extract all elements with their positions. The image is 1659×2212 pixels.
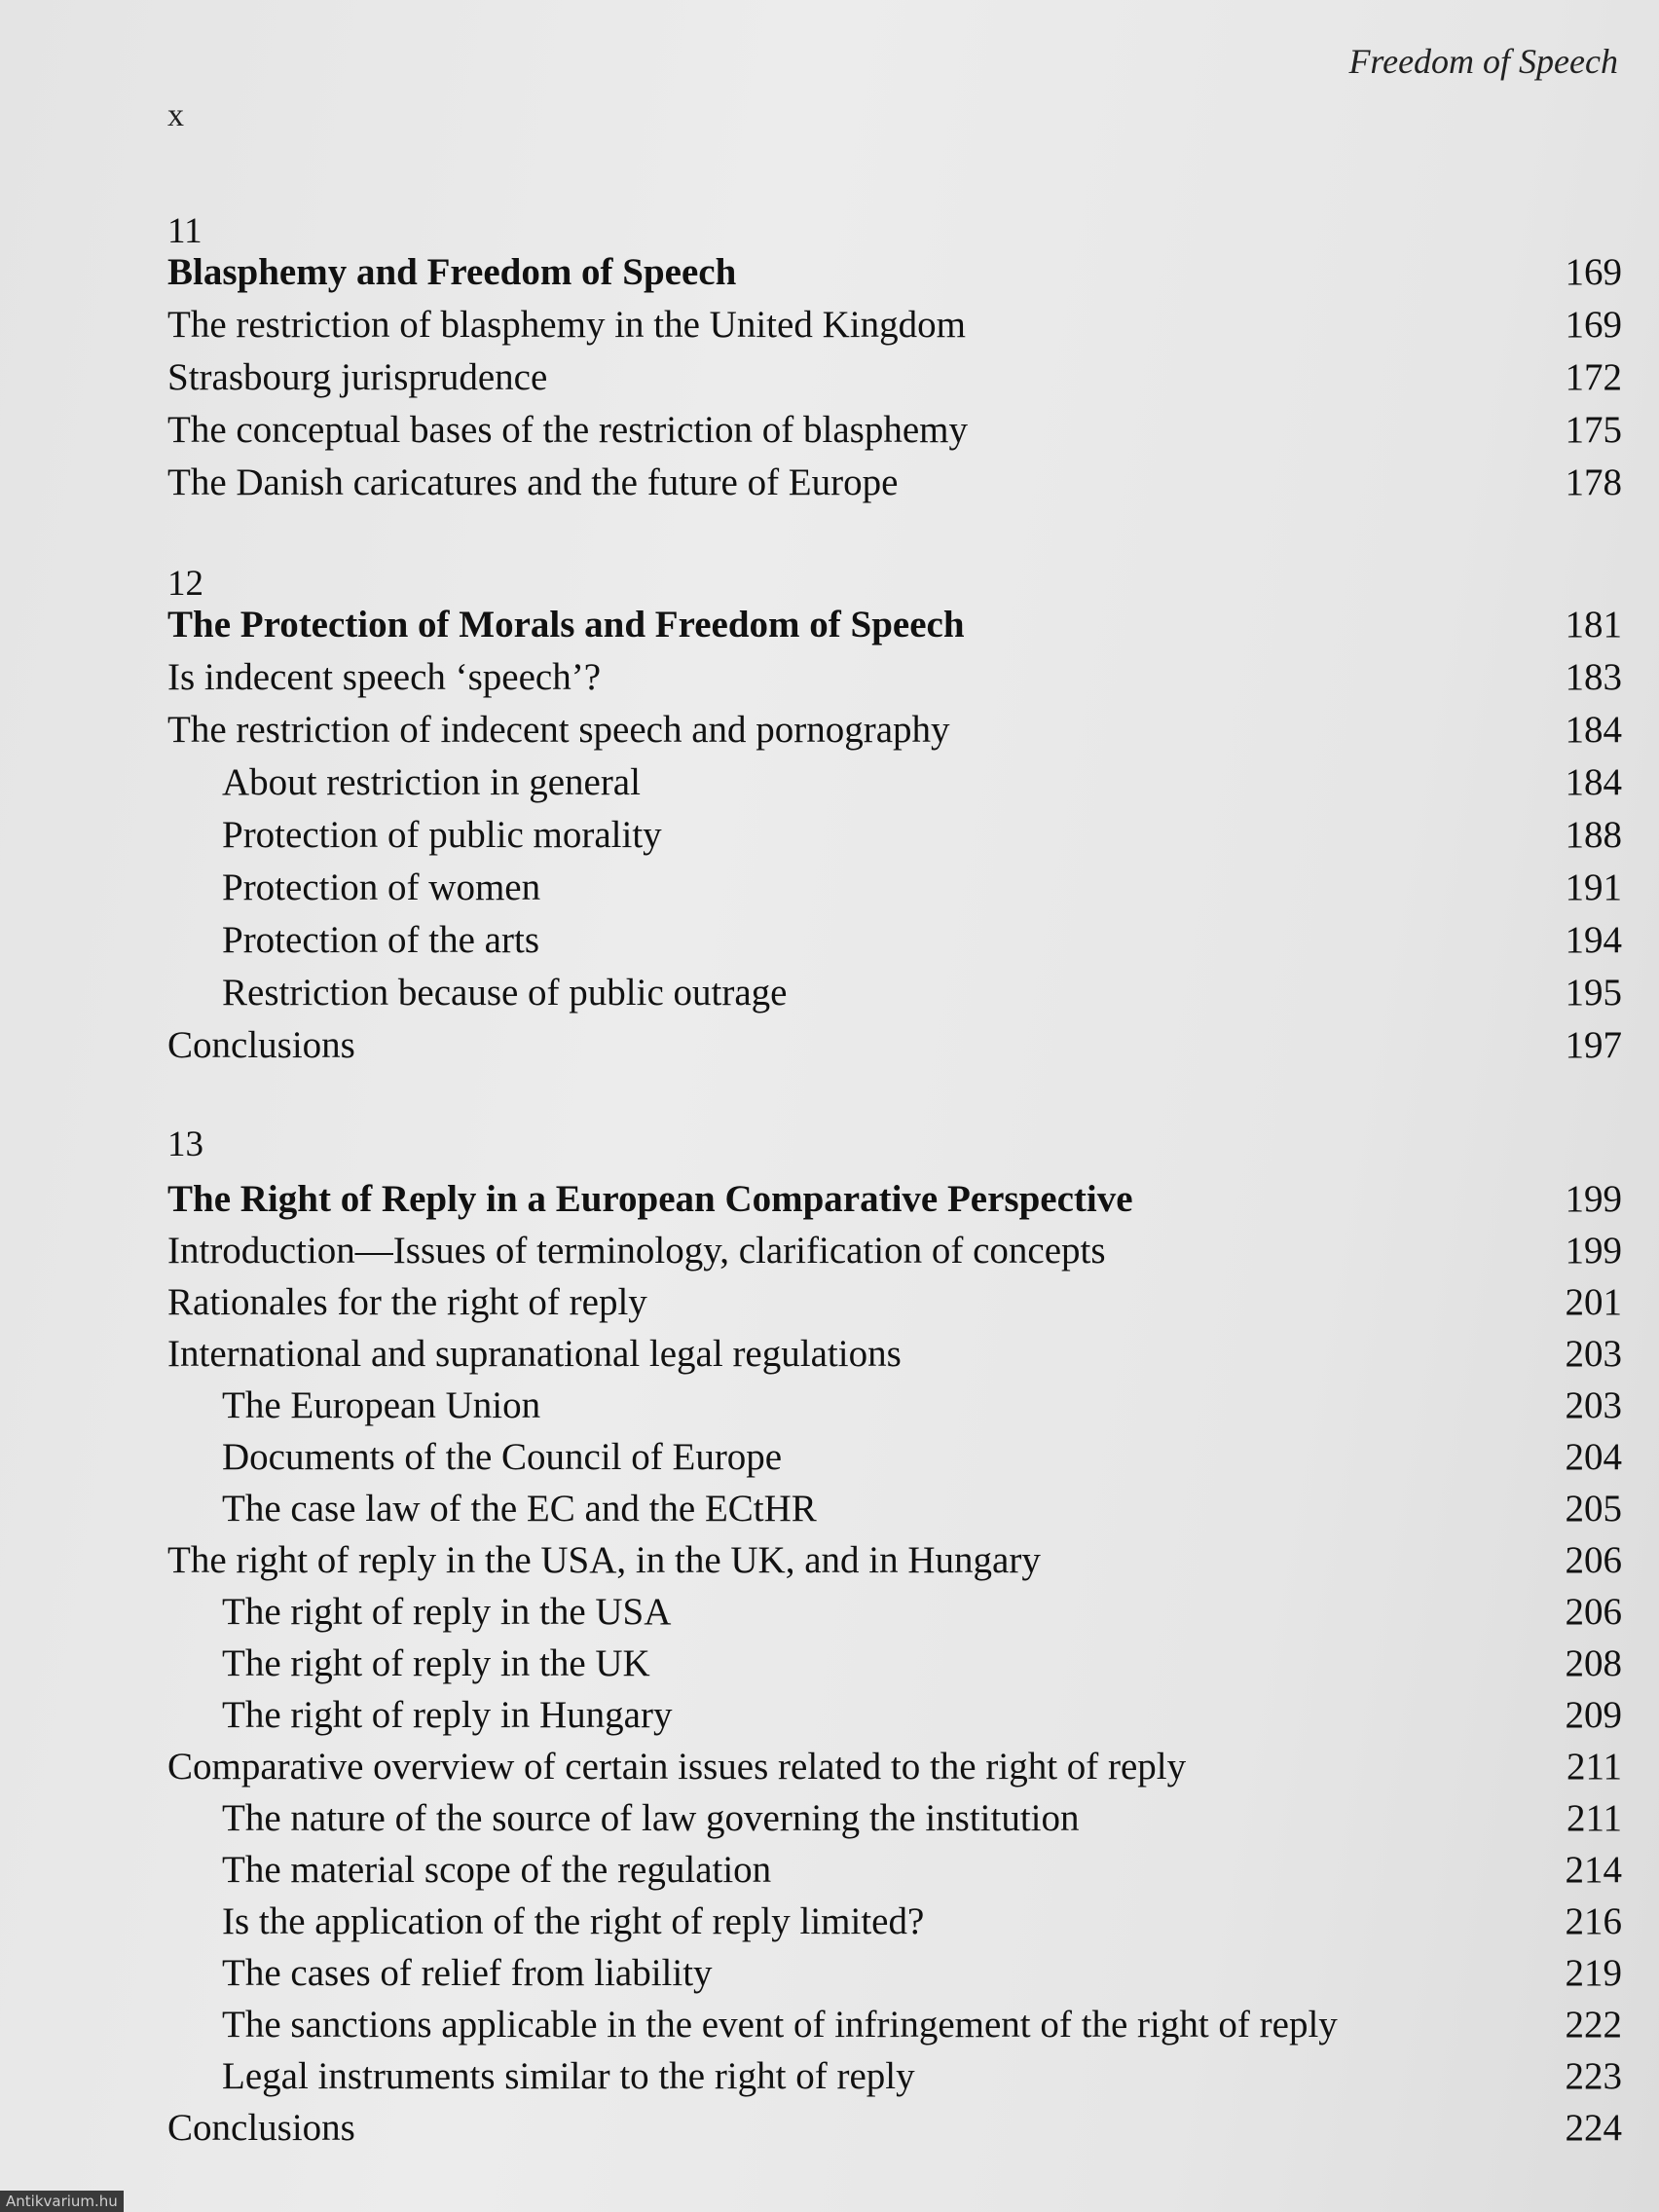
page-number: 197 — [1565, 1024, 1622, 1066]
page-number: 206 — [1565, 1591, 1622, 1633]
toc-subentry: Documents of the Council of Europe 204 — [0, 1432, 1659, 1483]
toc-subentry: The nature of the source of law governing the institution 211 — [0, 1793, 1659, 1844]
page-number: 208 — [1565, 1642, 1622, 1684]
toc-subentry: Is the application of the right of reply limited? 216 — [0, 1897, 1659, 1947]
toc-subentry: About restriction in general 184 — [0, 757, 1659, 808]
page-number: 194 — [1565, 919, 1622, 961]
page-number: 172 — [1565, 356, 1622, 398]
page-number: 191 — [1565, 866, 1622, 908]
page-number: 203 — [1565, 1384, 1622, 1426]
toc-entry: The restriction of blasphemy in the United Kingdom 169 — [0, 300, 1659, 350]
chapter-number: 13 — [167, 1124, 203, 1164]
toc-entry: Comparative overview of certain issues related to the right of reply 211 — [0, 1742, 1659, 1792]
toc-subentry: The sanctions applicable in the event of infringement of the right of reply 222 — [0, 2000, 1659, 2050]
page-number: 181 — [1565, 604, 1622, 645]
page-folio: x — [167, 97, 184, 133]
toc-entry: International and supranational legal regulations 203 — [0, 1329, 1659, 1380]
running-head: Freedom of Speech — [1348, 42, 1618, 81]
chapter-title: The Protection of Morals and Freedom of Speech 181 — [0, 600, 1659, 650]
page-number: 223 — [1565, 2055, 1622, 2097]
page-number: 199 — [1565, 1230, 1622, 1272]
toc-entry: Conclusions 197 — [0, 1020, 1659, 1071]
chapter-number: 11 — [167, 211, 203, 251]
toc-subentry: Protection of public morality 188 — [0, 810, 1659, 861]
toc-subentry: The European Union 203 — [0, 1381, 1659, 1431]
page-number: 205 — [1565, 1488, 1622, 1530]
page-number: 184 — [1565, 709, 1622, 751]
toc-subentry: Protection of the arts 194 — [0, 915, 1659, 966]
page-number: 211 — [1566, 1797, 1622, 1839]
page-number: 224 — [1565, 2107, 1622, 2149]
toc-subentry: Legal instruments similar to the right of reply 223 — [0, 2051, 1659, 2102]
page-number: 188 — [1565, 814, 1622, 856]
page-number: 169 — [1565, 304, 1622, 346]
toc-entry: The restriction of indecent speech and pornography 184 — [0, 705, 1659, 756]
page-number: 211 — [1566, 1746, 1622, 1788]
chapter-title: Blasphemy and Freedom of Speech 169 — [0, 247, 1659, 298]
page-number: 199 — [1565, 1178, 1622, 1220]
toc-subentry: Restriction because of public outrage 195 — [0, 968, 1659, 1018]
toc-subentry: The material scope of the regulation 214 — [0, 1845, 1659, 1896]
page-number: 183 — [1565, 656, 1622, 698]
page-number: 209 — [1565, 1694, 1622, 1736]
page-number: 206 — [1565, 1539, 1622, 1581]
toc-entry: Is indecent speech ‘speech’? 183 — [0, 652, 1659, 703]
page-number: 201 — [1565, 1281, 1622, 1323]
toc-entry: Conclusions 224 — [0, 2103, 1659, 2154]
toc-entry: Introduction—Issues of terminology, clarification of concepts 199 — [0, 1226, 1659, 1276]
toc-subentry: Protection of women 191 — [0, 863, 1659, 913]
chapter-number: 12 — [167, 564, 203, 604]
page-number: 203 — [1565, 1333, 1622, 1375]
page-number: 219 — [1565, 1952, 1622, 1994]
page-number: 169 — [1565, 251, 1622, 293]
page-number: 178 — [1565, 461, 1622, 503]
page-number: 175 — [1565, 409, 1622, 451]
page-number: 184 — [1565, 761, 1622, 803]
page-number: 204 — [1565, 1436, 1622, 1478]
chapter-title: The Right of Reply in a European Comparative Perspective 199 — [0, 1174, 1659, 1225]
toc-subentry: The right of reply in the UK 208 — [0, 1639, 1659, 1689]
toc-entry: The right of reply in the USA, in the UK, and in Hungary 206 — [0, 1535, 1659, 1586]
toc-entry: The Danish caricatures and the future of Europe 178 — [0, 458, 1659, 508]
watermark: Antikvarium.hu — [0, 2191, 124, 2212]
toc-subentry: The right of reply in Hungary 209 — [0, 1690, 1659, 1741]
page-number: 222 — [1565, 2004, 1622, 2046]
toc-entry: Rationales for the right of reply 201 — [0, 1277, 1659, 1328]
toc-subentry: The case law of the EC and the ECtHR 205 — [0, 1484, 1659, 1534]
page-number: 214 — [1565, 1849, 1622, 1891]
toc-subentry: The cases of relief from liability 219 — [0, 1948, 1659, 1999]
page-number: 216 — [1565, 1900, 1622, 1942]
toc-entry: The conceptual bases of the restriction of blasphemy 175 — [0, 405, 1659, 456]
toc-subentry: The right of reply in the USA 206 — [0, 1587, 1659, 1638]
page-number: 195 — [1565, 972, 1622, 1014]
toc-entry: Strasbourg jurisprudence 172 — [0, 352, 1659, 403]
